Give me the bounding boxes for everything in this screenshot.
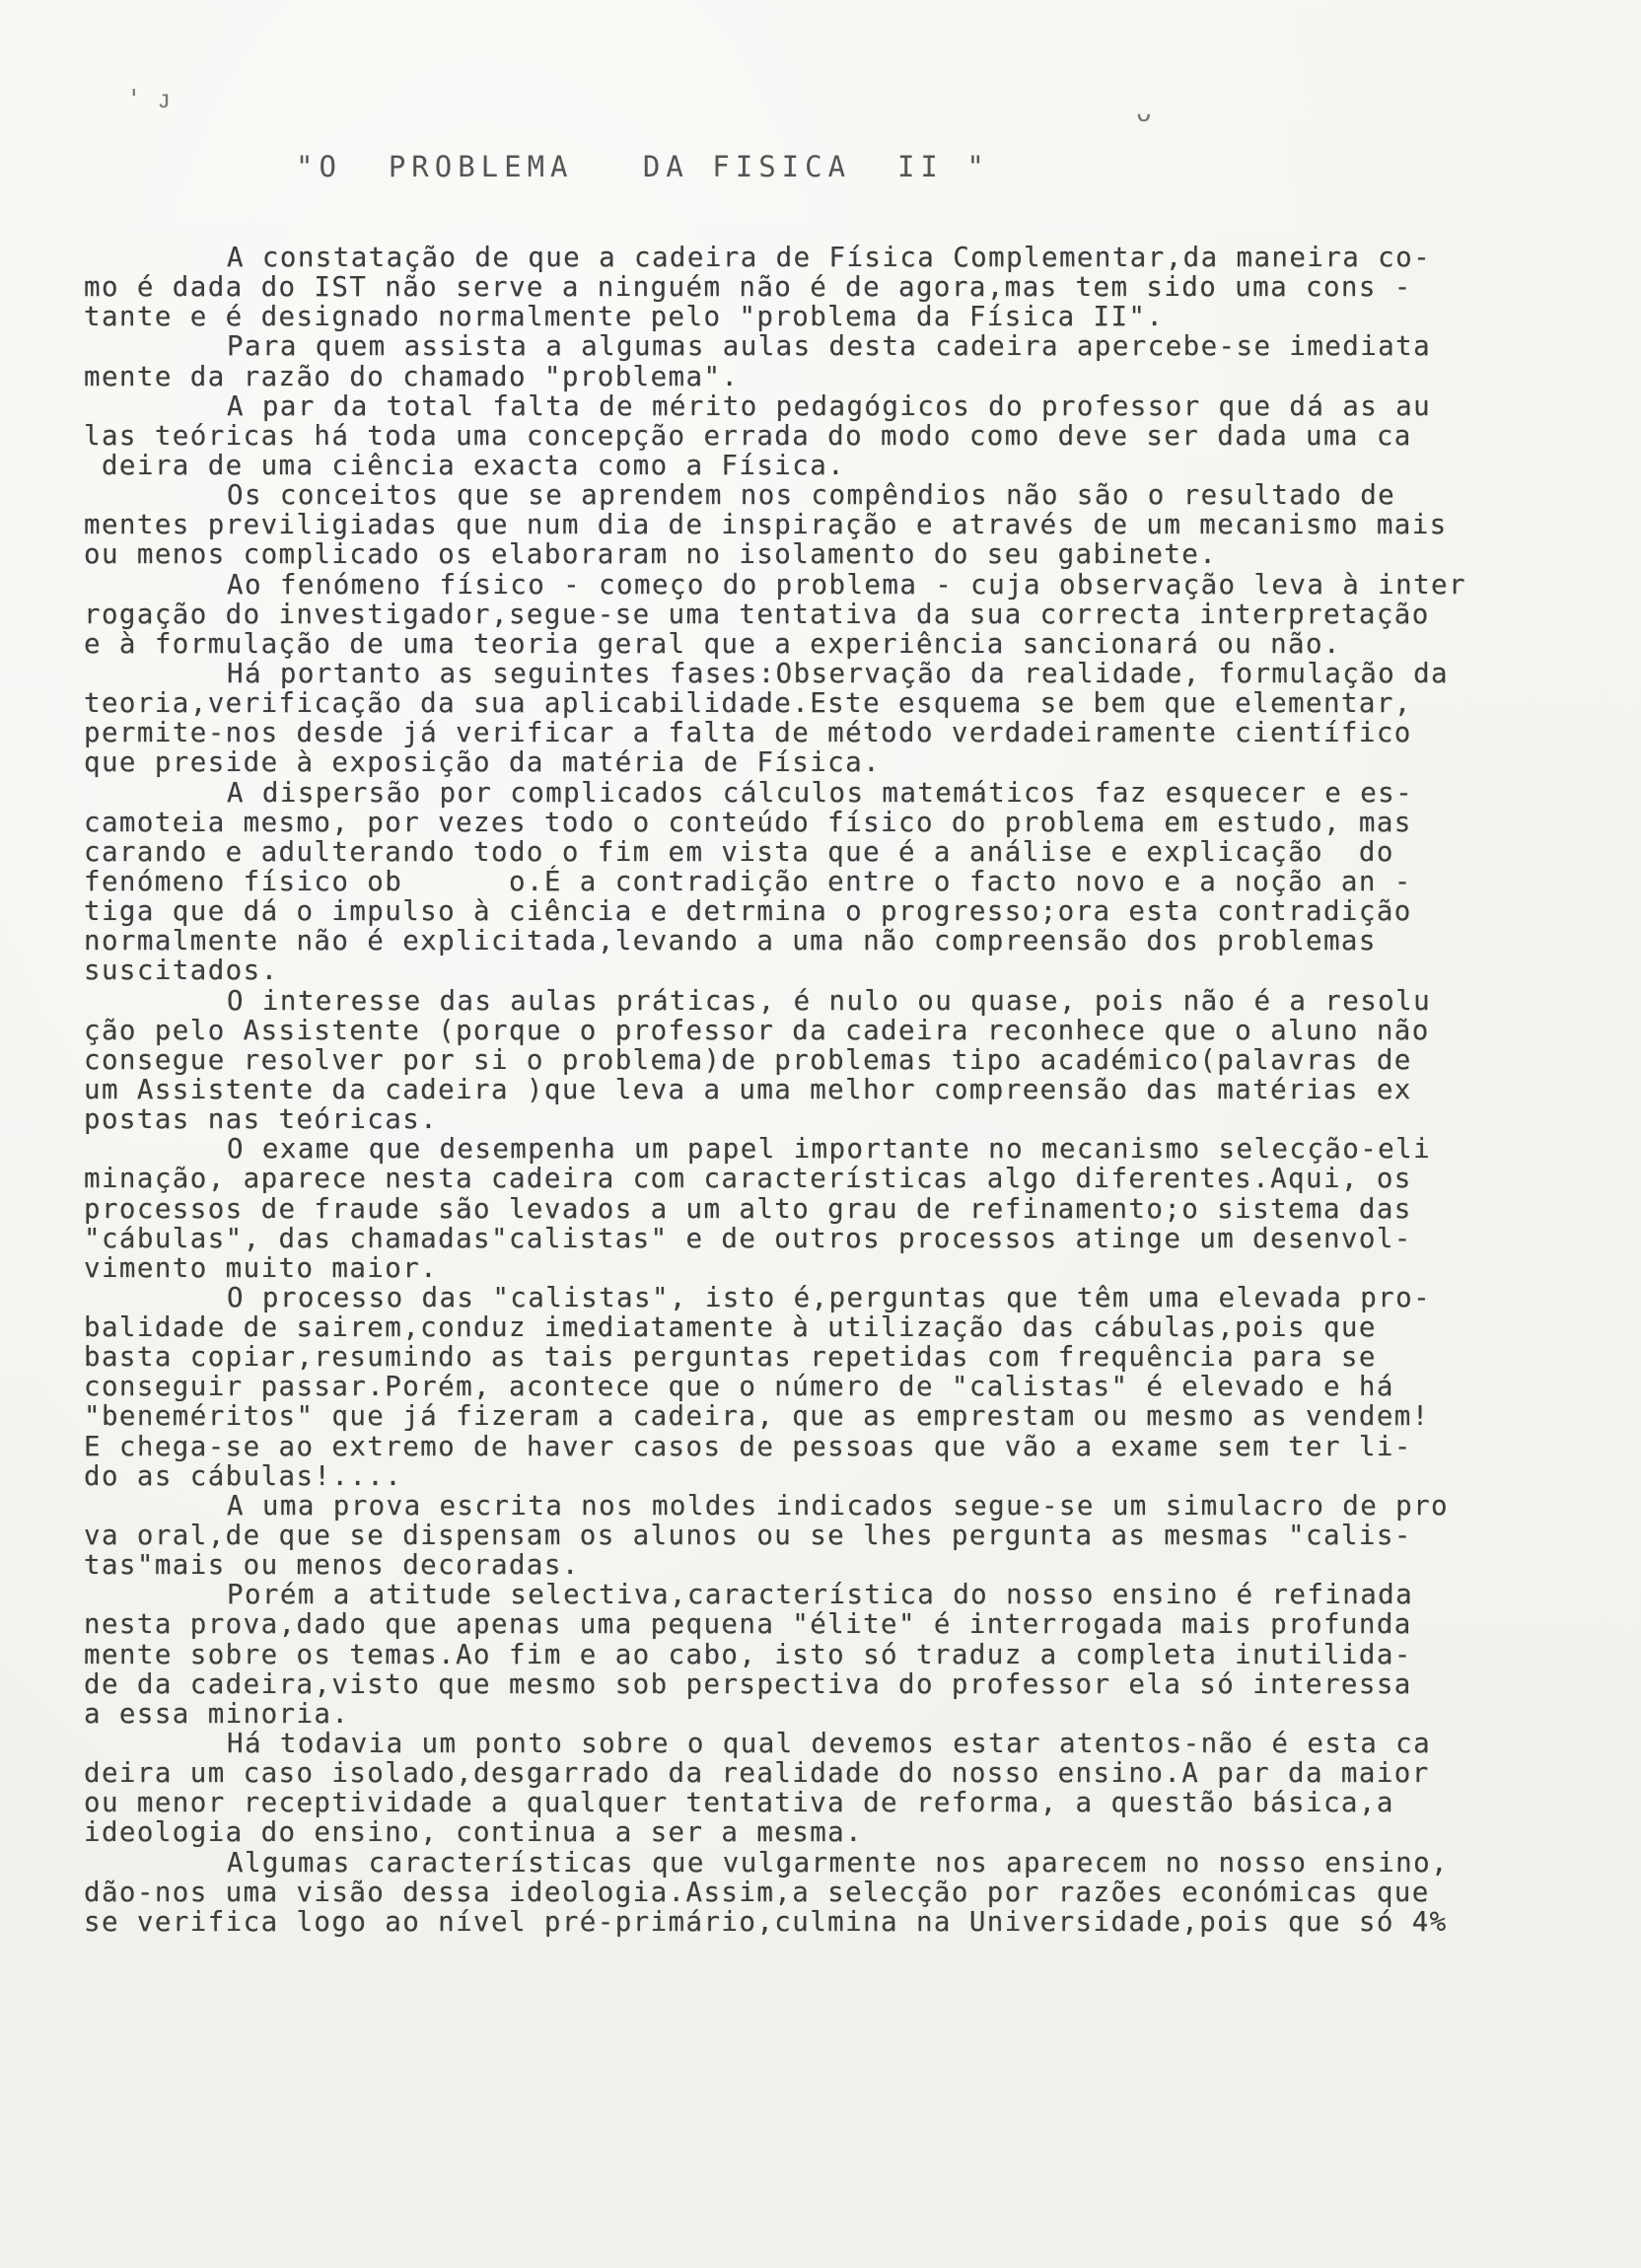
text-line: balidade de sairem,conduz imediatamente à utilização das cábulas,pois que — [84, 1311, 1377, 1344]
document-body — [84, 243, 1603, 1937]
text-line: Há portanto as seguintes fases:Observação da realidade, formulação da — [227, 657, 1449, 689]
text-line: Algumas características que vulgarmente nos aparecem no nosso ensino, — [227, 1846, 1449, 1878]
text-line: do as cábulas!.... — [84, 1459, 403, 1492]
text-line: ou menor receptividade a qualquer tentativa de reforma, a questão básica,a — [84, 1787, 1394, 1819]
text-line: ideologia do ensino, continua a ser a mesma. — [84, 1816, 864, 1849]
text-line: rogação do investigador,segue-se uma tentativa da sua correcta interpretação — [84, 598, 1430, 630]
text-line: O interesse das aulas práticas, é nulo ou quase, pois não é a resolu — [227, 984, 1432, 1017]
text-line: Ao fenómeno físico - começo do problema - cuja observação leva à inter — [227, 568, 1466, 601]
text-line: e à formulação de uma teoria geral que a experiência sancionará ou não. — [84, 627, 1341, 660]
text-line: mente da razão do chamado "problema". — [84, 360, 740, 392]
text-line: a essa minoria. — [84, 1697, 350, 1730]
text-line: tante e é designado normalmente pelo "problema da Física II". — [84, 301, 1165, 333]
text-line: A uma prova escrita nos moldes indicados segue-se um simulacro de pro — [227, 1489, 1449, 1522]
text-line: nesta prova,dado que apenas uma pequena "élite" é interrogada mais profunda — [84, 1608, 1412, 1641]
text-line: carando e adulterando todo o fim em vista que é a análise e explicação do — [84, 835, 1394, 868]
text-line: conseguir passar.Porém, acontece que o número de "calistas" é elevado e há — [84, 1371, 1394, 1403]
page-mark-right: ᴗ — [1136, 99, 1152, 128]
text-line: tiga que dá o impulso à ciência e detrmina o progresso;ora esta contradição — [84, 895, 1412, 928]
text-line: deira de uma ciência exacta como a Física. — [84, 449, 846, 481]
text-line: fenómeno físico ob o.É a contradição entre o facto novo e a noção an - — [84, 865, 1412, 897]
text-line: E chega-se ao extremo de haver casos de pessoas que vão a exame sem ter li- — [84, 1430, 1412, 1462]
text-line: A par da total falta de mérito pedagógicos do professor que dá as au — [227, 390, 1432, 422]
text-line: teoria,verificação da sua aplicabilidade.Este esquema se bem que elementar, — [84, 687, 1412, 720]
text-line: mente sobre os temas.Ao fim e ao cabo, isto só traduz a completa inutilida- — [84, 1638, 1412, 1670]
text-line: dão-nos uma visão dessa ideologia.Assim,a selecção por razões económicas que — [84, 1876, 1430, 1908]
text-line: O exame que desempenha um papel importante no mecanismo selecção-eli — [227, 1133, 1432, 1166]
text-line: postas nas teóricas. — [84, 1103, 439, 1136]
text-line: las teóricas há toda uma concepção errada do modo como deve ser dada uma ca — [84, 419, 1412, 452]
text-line: basta copiar,resumindo as tais perguntas repetidas com frequência para se — [84, 1341, 1377, 1374]
text-line: um Assistente da cadeira )que leva a uma melhor compreensão das matérias ex — [84, 1073, 1412, 1105]
text-line: normalmente não é explicitada,levando a uma não compreensão dos problemas — [84, 925, 1377, 957]
text-line: "cábulas", das chamadas"calistas" e de outros processos atinge um desenvol- — [84, 1222, 1412, 1254]
text-line: O processo das "calistas", isto é,perguntas que têm uma elevada pro- — [227, 1281, 1432, 1313]
text-line: minação, aparece nesta cadeira com características algo diferentes.Aqui, os — [84, 1163, 1412, 1195]
text-line: processos de fraude são levados a um alto grau de refinamento;o sistema das — [84, 1192, 1412, 1225]
text-line: consegue resolver por si o problema)de problemas tipo académico(palavras de — [84, 1043, 1412, 1076]
text-line: deira um caso isolado,desgarrado da realidade do nosso ensino.A par da maior — [84, 1757, 1430, 1790]
text-line: A constatação de que a cadeira de Física Complementar,da maneira co- — [227, 242, 1432, 273]
text-line: Há todavia um ponto sobre o qual devemos estar atentos-não é esta ca — [227, 1728, 1432, 1760]
text-line: de da cadeira,visto que mesmo sob perspectiva do professor ela só interessa — [84, 1667, 1412, 1700]
text-line: tas"mais ou menos decoradas. — [84, 1549, 580, 1582]
text-line: mentes previligiadas que num dia de inspiração e através de um mecanismo mais — [84, 509, 1448, 541]
text-line: Os conceitos que se aprendem nos compêndios não são o resultado de — [227, 479, 1396, 512]
text-line: ção pelo Assistente (porque o professor da cadeira reconhece que o aluno não — [84, 1014, 1430, 1046]
text-line: mo é dada do IST não serve a ninguém não é de agora,mas tem sido uma cons - — [84, 271, 1412, 304]
text-line: que preside à exposição da matéria de Física. — [84, 746, 882, 779]
document-title: "O PROBLEMA DA FISICA II " — [296, 150, 990, 183]
text-line: camoteia mesmo, por vezes todo o conteúdo físico do problema em estudo, mas — [84, 806, 1412, 838]
text-line: permite-nos desde já verificar a falta de método verdadeiramente científico — [84, 717, 1412, 749]
text-line: Para quem assista a algumas aulas desta cadeira apercebe-se imediata — [227, 330, 1432, 363]
text-line: ou menos complicado os elaboraram no isolamento do seu gabinete. — [84, 538, 1218, 571]
text-line: va oral,de que se dispensam os alunos ou se lhes pergunta as mesmas "calis- — [84, 1520, 1412, 1552]
text-line: se verifica logo ao nível pré-primário,culmina na Universidade,pois que só 4% — [84, 1905, 1448, 1938]
text-line: A dispersão por complicados cálculos matemáticos faz esquecer e es- — [227, 776, 1414, 809]
text-line: suscitados. — [84, 955, 279, 987]
text-line: Porém a atitude selectiva,característica do nosso ensino é refinada — [227, 1579, 1414, 1611]
page-mark-left: ' ᴊ — [126, 85, 173, 114]
text-line: vimento muito maior. — [84, 1251, 439, 1284]
text-line: "beneméritos" que já fizeram a cadeira, que as emprestam ou mesmo as vendem! — [84, 1400, 1430, 1433]
